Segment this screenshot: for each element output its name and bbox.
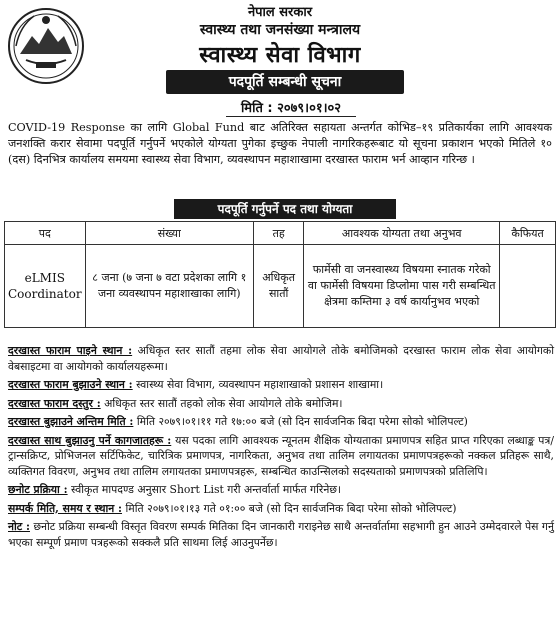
detail-submission-location: दरखास्त फाराम बुझाउने स्थान : स्वास्थ्य सेवा विभाग, व्यवस्थापन महाशाखाको प्रशासन शाखामा। <box>8 378 384 391</box>
detail-documents: दरखास्त साथ बुझाउनु पर्ने कागजातहरू : यस पदका लागि आवश्यक न्यूनतम शैक्षिक योग्यताका प्रमाणपत्र सहित प्राप्त गरिएका लब्धाङ्क पत्र/ट्रान्सक्रिप्ट, प्रोभिजनल सर्टिफिकेट, चारित्रिक प्रमाणपत्र, नागरिकता, अनुभव तथा तालिम लगायतका प्रमाणपत्रहरूको नक्कल प्रतिहरू साथै, व्यक्तिगत विवरण, अनुभव तथा तालिम लगायतका प्रमाणपत्रहरू, सम्बन्धित काउन्सिलको सदस्यताको प्रमाणपत्रको प्रतिलिपि। <box>8 433 554 478</box>
header-post: पद <box>5 222 86 245</box>
table-row <box>5 245 556 328</box>
detail-note: नोट : छनोट प्रक्रिया सम्बन्धी विस्तृत विवरण सम्पर्क मितिका दिन जानकारी गराइनेछ साथै अन्तर्वार्तामा सहभागी हुन आउने उम्मेदवारले पेस गर्नु भएका सम्पूर्ण प्रमाण पत्रहरूको सक्कलै प्रति साथमा लिई आउनुपर्नेछ। <box>8 520 554 549</box>
header-count: संख्या <box>85 222 254 245</box>
department-name: स्वास्थ्य सेवा विभाग <box>199 42 361 68</box>
cell-level: अधिकृत सातौं <box>254 245 304 328</box>
cell-count: ८ जना (७ जना ७ वटा प्रदेशका लागि १ जना व्यवस्थापन महाशाखाका लागि) <box>85 245 254 328</box>
posts-table <box>4 221 556 328</box>
detail-selection-process: छनोट प्रक्रिया : स्वीकृत मापदण्ड अनुसार Short List गरी अन्तर्वार्ता मार्फत गरिनेछ। <box>8 483 342 496</box>
intro-paragraph: COVID-19 Response का लागि Global Fund बाट अतिरिक्त सहायता अन्तर्गत कोभिड–१९ प्रतिकार्यका लागि आवश्यक जनशक्ति करार सेवामा पदपूर्ति गर्नुपर्ने भएकोले योग्यता पुगेका इच्छुक नेपाली नागरिकहरूबाट यो सूचना प्रकाशन भएको मितिले १० (दस) दिनभित्र कार्यालय समयमा स्वास्थ्य सेवा विभाग, व्यवस्थापन महाशाखामा दरखास्त फाराम भर्न आव्हान गरिन्छ । <box>8 121 552 166</box>
government-name: नेपाल सरकार <box>247 5 313 20</box>
cell-remarks <box>500 245 556 328</box>
header-qualification: आवश्यक योग्यता तथा अनुभव <box>304 222 500 245</box>
header-level: तह <box>254 222 304 245</box>
cell-post: eLMIS Coordinator <box>5 245 86 328</box>
notice-title: पदपूर्ति सम्बन्धी सूचना <box>166 70 404 94</box>
detail-form-location: दरखास्त फाराम पाइने स्थान : अधिकृत स्तर सातौं तहमा लोक सेवा आयोगले तोके बमोजिमको दरखास्त फाराम लोक सेवा आयोगको वेबसाइटमा वा आयोगको कार्यालयहरूमा। <box>8 344 555 373</box>
table-title: पदपूर्ति गर्नुपर्ने पद तथा योग्यता <box>174 199 396 219</box>
details-list <box>8 343 554 553</box>
notice-date: मिति : २०७९।०१।०२ <box>226 98 356 117</box>
ministry-name: स्वास्थ्य तथा जनसंख्या मन्त्रालय <box>199 22 361 38</box>
cell-qualification: फार्मेसी वा जनस्वास्थ्य विषयमा स्नातक गरेको वा फार्मेसी विषयमा डिप्लोमा पास गरी सम्बन्धित क्षेत्रमा कम्तिमा ३ वर्ष कार्यानुभव भएको <box>304 245 500 328</box>
header-remarks: कैफियत <box>500 222 556 245</box>
detail-contact: सम्पर्क मिति, समय र स्थान : मिति २०७९।०१।१३ गते ०१:०० बजे (सो दिन सार्वजनिक बिदा परेमा सोको भोलिपल्ट) <box>8 501 457 515</box>
table-header-row <box>5 222 556 245</box>
detail-deadline: दरखास्त बुझाउने अन्तिम मिति : मिति २०७९।०१।११ गते १७:०० बजे (सो दिन सार्वजनिक बिदा परेमा सोको भोलिपल्ट) <box>8 415 468 428</box>
detail-form-fee: दरखास्त फाराम दस्तुर : अधिकृत स्तर सातौं तहको लोक सेवा आयोगले तोके बमोजिम। <box>8 396 343 410</box>
